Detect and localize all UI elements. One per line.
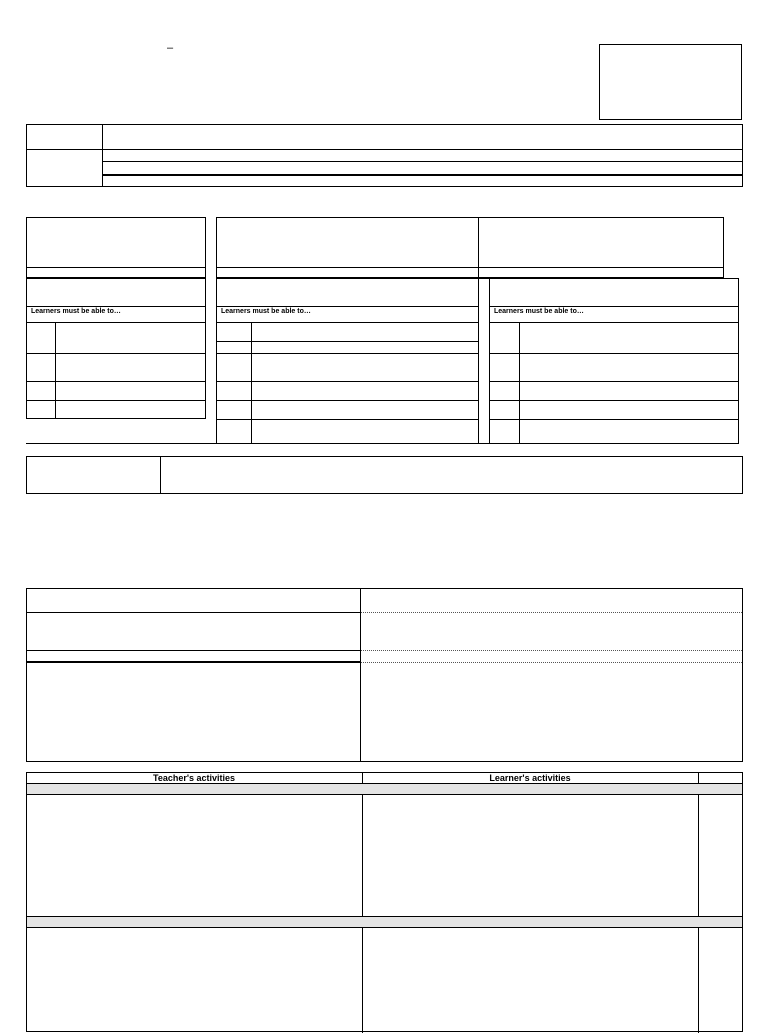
outcome-col2-label: Learners must be able to… [221,308,311,315]
outcome-col3-table [489,278,739,444]
teacher-activities-header: Teacher's activities [152,773,236,783]
activities-table [26,772,743,1032]
activities-shaded-row-2 [27,917,742,927]
outcome-col1-label-line [27,306,205,307]
activities-divider-1 [362,927,363,1033]
outcome-col2-top [216,217,479,278]
activities-divider-2 [698,794,699,917]
outcome-col3-row-line [490,400,738,401]
activities-divider-1 [362,773,363,784]
header-info-box [599,44,742,120]
resources-divider [360,589,361,761]
single-row-divider [160,457,161,493]
outcome-col2-table [216,278,479,444]
writing-line-2 [103,174,742,176]
activities-row-line [27,794,742,795]
outcome-col1-label: Learners must be able to… [31,308,121,315]
activities-shaded-row-1 [27,784,742,794]
activities-row-line [27,927,742,928]
resources-row-dotted [361,612,742,613]
outcome-col1-num-divider [55,322,56,418]
outcome-col1-sep [27,267,205,268]
resources-row-dotted [361,650,742,651]
outcome-col2-row-line [217,353,478,354]
header-dash: – [167,42,174,54]
resources-row-line [27,612,360,613]
outcome-col3-label-line [490,306,738,307]
resources-row-line [27,661,360,663]
outcome-col3-sep [479,267,723,268]
learner-activities-header: Learner's activities [489,773,571,783]
top-form-row-line [27,149,742,150]
outcome-col1-row-line [27,353,205,354]
resources-row-dotted [361,662,742,663]
outcome-col3-row-line [490,381,738,382]
outcome-col2-row-line [217,400,478,401]
outcome-col3-top [478,217,724,278]
outcome-col3-row-line [490,322,738,323]
outcome-col1-row-line [27,381,205,382]
outcome-col1-table [26,278,206,419]
outcome-col2-label-line [217,306,478,307]
outcomes-bottom-line [26,443,217,444]
outcome-col1-row-line [27,322,205,323]
outcome-col2-row-line [217,419,478,420]
resources-table [26,588,743,762]
outcome-col1-row-line [27,400,205,401]
outcome-col2-sep [217,267,478,268]
activities-divider-1 [362,794,363,917]
outcome-col1-top [26,217,206,278]
single-row-table [26,456,743,494]
writing-line-1 [103,161,742,162]
top-form-divider [102,125,103,186]
resources-row-line [27,650,360,651]
outcome-col2-row-line [217,381,478,382]
outcome-col3-row-line [490,419,738,420]
outcome-col2-row-line [217,341,478,342]
outcome-col3-row-line [490,353,738,354]
outcome-col3-label: Learners must be able to… [494,308,584,315]
activities-divider-2 [698,773,699,784]
top-form-table [26,124,743,187]
activities-divider-2 [698,927,699,1033]
outcome-col3-num-divider [519,322,520,443]
outcome-col2-row-line [217,322,478,323]
